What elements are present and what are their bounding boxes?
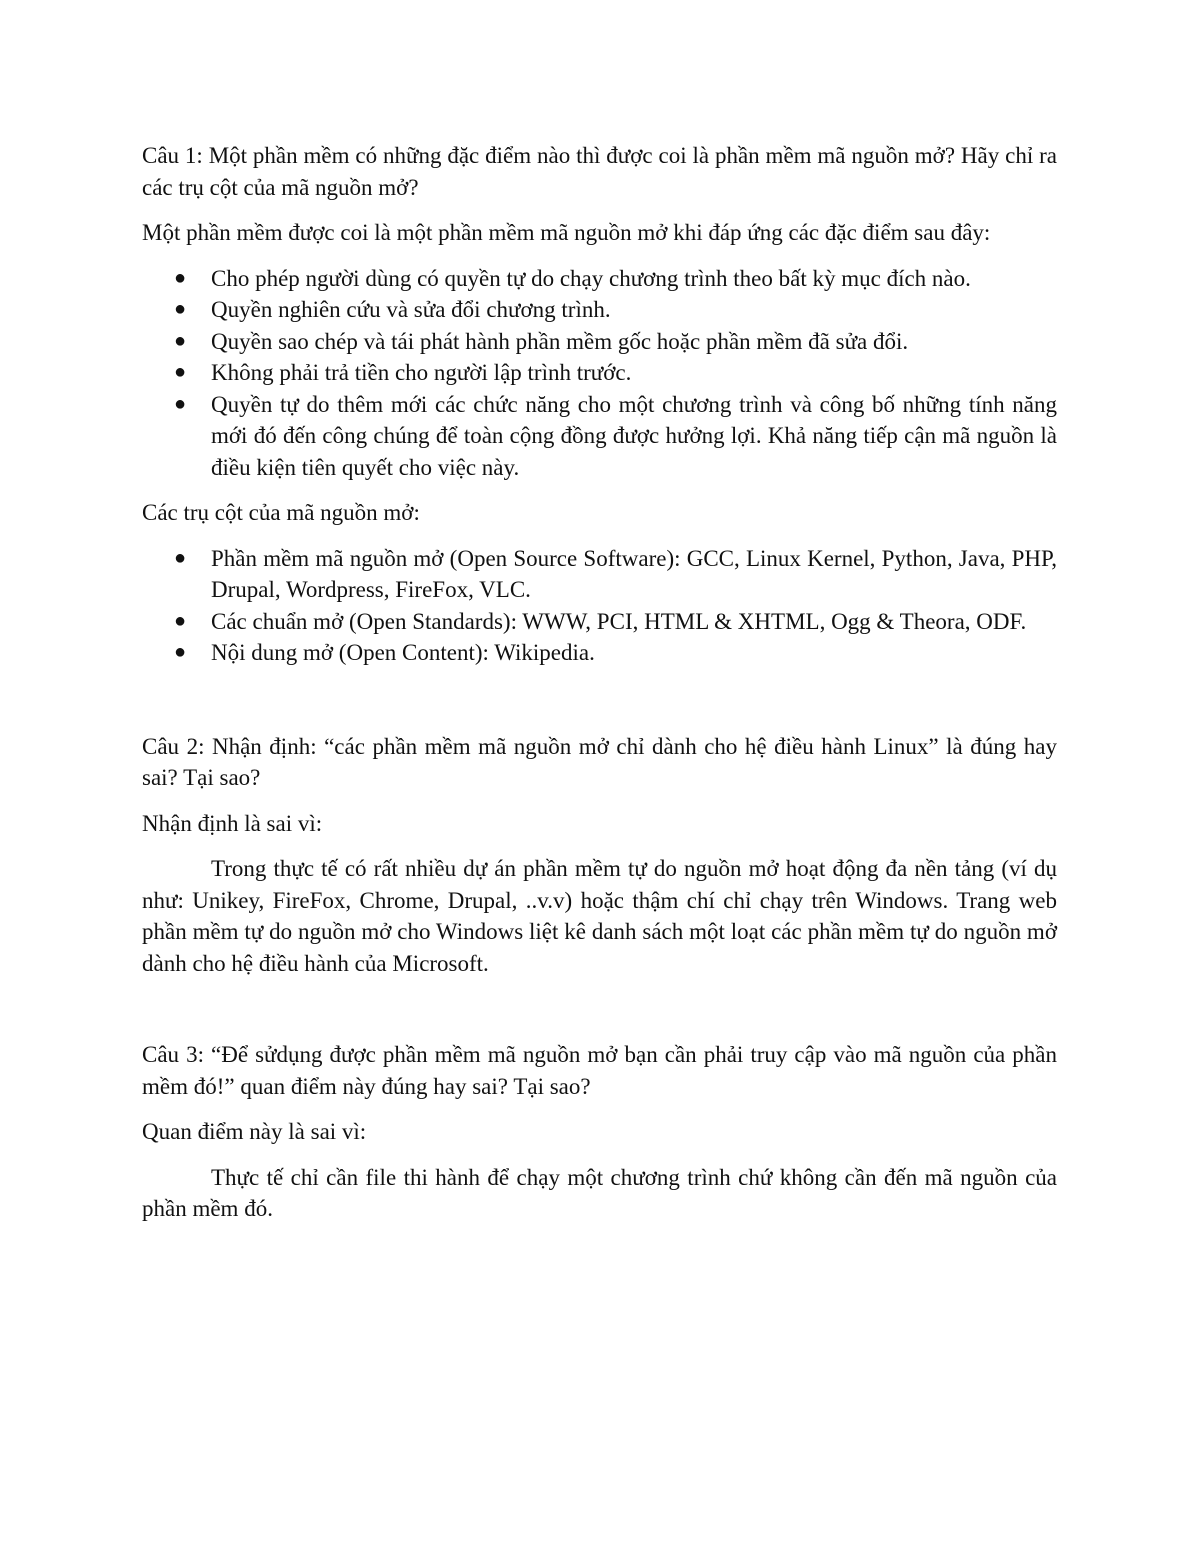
list-item-text: Không phải trả tiền cho người lập trình trước. bbox=[211, 360, 632, 385]
bullet-icon: ● bbox=[174, 298, 187, 320]
list-item-text: Quyền tự do thêm mới các chức năng cho một chương trình và công bố những tính năng mới đó đến công chúng để toàn cộng đồng được hưởng lợi. Khả năng tiếp cận mã nguồn là điều kiện tiên quyết cho việc này. bbox=[211, 391, 1057, 480]
list-item-text: Các chuẩn mở (Open Standards): WWW, PCI, HTML & XHTML, Ogg & Theora, ODF. bbox=[211, 608, 1027, 634]
list-item bbox=[174, 294, 1057, 326]
list-item-text: Quyền nghiên cứu và sửa đổi chương trình. bbox=[211, 297, 611, 322]
list-item-text: Phần mềm mã nguồn mở (Open Source Software): GCC, Linux Kernel, Python, Java, PHP, Drupal, Wordpress, FireFox, VLC. bbox=[211, 545, 1057, 602]
list-item bbox=[174, 543, 1057, 606]
pillars-intro: Các trụ cột của mã nguồn mở: bbox=[142, 500, 420, 525]
bullet-icon: ● bbox=[174, 641, 187, 663]
answer-1-intro: Một phần mềm được coi là một phần mềm mã nguồn mở khi đáp ứng các đặc điểm sau đây: bbox=[142, 220, 991, 245]
answer-2-lead: Nhận định là sai vì: bbox=[142, 810, 323, 836]
list-item-text: Cho phép người dùng có quyền tự do chạy chương trình theo bất kỳ mục đích nào. bbox=[211, 265, 971, 291]
list-item bbox=[174, 637, 1057, 669]
bullet-icon: ● bbox=[174, 392, 187, 415]
bullet-icon: ● bbox=[174, 361, 187, 383]
document-page bbox=[142, 140, 1057, 1225]
list-item-text: Quyền sao chép và tái phát hành phần mềm gốc hoặc phần mềm đã sửa đổi. bbox=[211, 328, 909, 354]
pillars-list bbox=[142, 543, 1057, 669]
section-spacer bbox=[142, 683, 1057, 731]
answer-2-body: Trong thực tế có rất nhiều dự án phần mềm tự do nguồn mở hoạt động đa nền tảng (ví dụ như: Unikey, FireFox, Chrome, Drupal, ..v.v) hoặc thậm chí chỉ chạy trên Windows. Trang web phần mềm tự do nguồn mở cho Windows liệt kê danh sách một loạt các phần mềm tự do nguồn mở dành cho hệ điều hành của Microsoft. bbox=[142, 856, 1057, 976]
list-item bbox=[174, 326, 1057, 358]
list-item bbox=[174, 357, 1057, 389]
answer-3-lead: Quan điểm này là sai vì: bbox=[142, 1119, 367, 1144]
list-item bbox=[174, 389, 1057, 484]
answer-3-body: Thực tế chỉ cần file thi hành để chạy một chương trình chứ không cần đến mã nguồn của phần mềm đó. bbox=[142, 1164, 1057, 1221]
list-item bbox=[174, 263, 1057, 295]
section-spacer bbox=[142, 979, 1057, 1039]
bullet-icon: ● bbox=[174, 609, 187, 632]
question-2: Câu 2: Nhận định: “các phần mềm mã nguồn mở chỉ dành cho hệ điều hành Linux” là đúng hay sai? Tại sao? bbox=[142, 733, 1057, 790]
features-list bbox=[142, 263, 1057, 484]
question-3: Câu 3: “Để sửdụng được phần mềm mã nguồn mở bạn cần phải truy cập vào mã nguồn của phần mềm đó!” quan điểm này đúng hay sai? Tại sao? bbox=[142, 1042, 1057, 1099]
question-1: Câu 1: Một phần mềm có những đặc điểm nào thì được coi là phần mềm mã nguồn mở? Hãy chỉ ra các trụ cột của mã nguồn mở? bbox=[142, 143, 1057, 200]
bullet-icon: ● bbox=[174, 329, 187, 352]
list-item bbox=[174, 606, 1057, 638]
list-item-text: Nội dung mở (Open Content): Wikipedia. bbox=[211, 640, 595, 665]
bullet-icon: ● bbox=[174, 266, 187, 289]
bullet-icon: ● bbox=[174, 546, 187, 569]
